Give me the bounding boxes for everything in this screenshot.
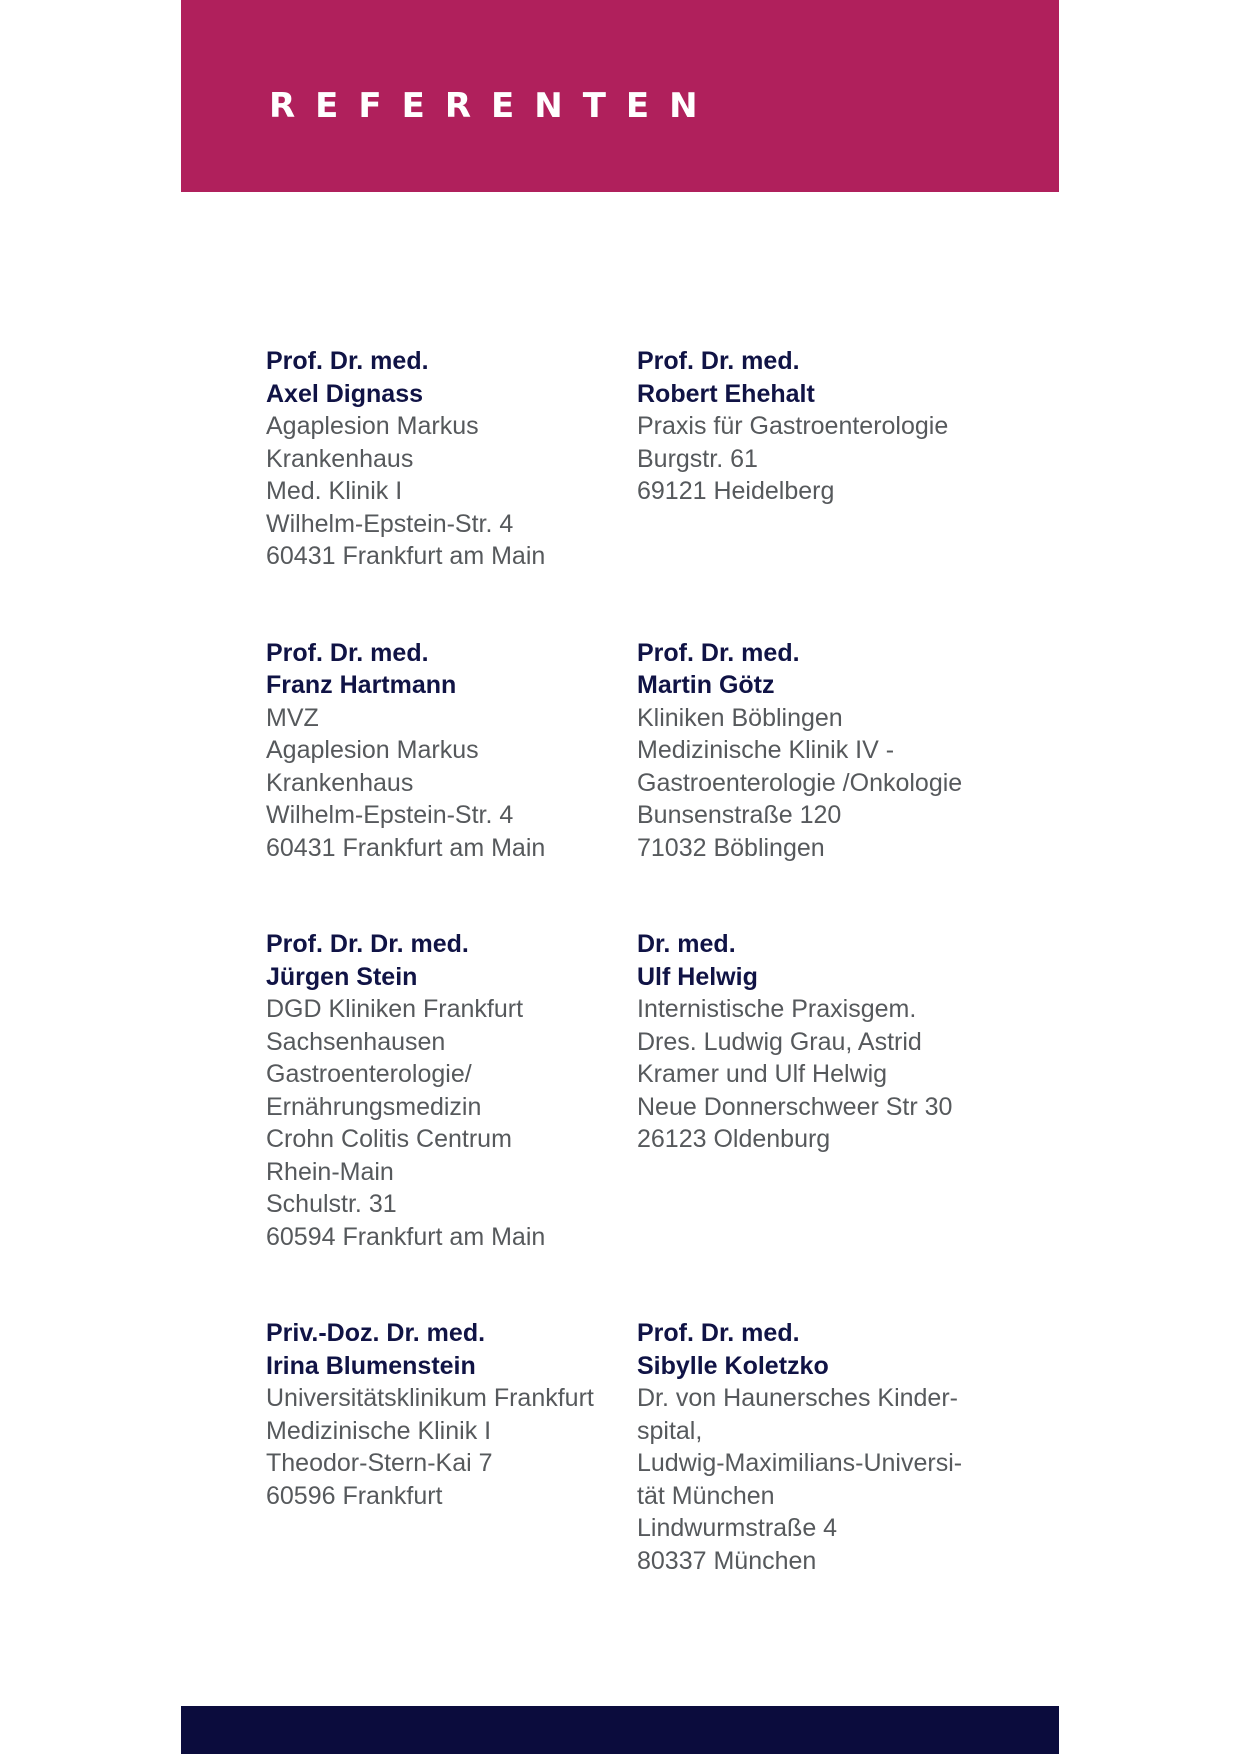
speaker-dignass bbox=[266, 345, 637, 573]
speaker-title: Prof. Dr. med. bbox=[637, 638, 800, 667]
address-line: Praxis für Gastroenterologie bbox=[637, 412, 949, 440]
address-line: Wilhelm-Epstein-Str. 4 bbox=[266, 801, 514, 829]
address-line: Wilhelm-Epstein-Str. 4 bbox=[266, 509, 514, 538]
address-line: Universitätsklinikum Frankfurt bbox=[266, 1384, 594, 1412]
address-line: Internistische Praxisgem. bbox=[637, 995, 917, 1023]
speaker-row bbox=[266, 1317, 1006, 1577]
address-line: Kramer und Ulf Helwig bbox=[637, 1060, 888, 1088]
address-line: 60594 Frankfurt am Main bbox=[266, 1222, 546, 1251]
header-band bbox=[181, 0, 1059, 192]
speaker-name: Sibylle Koletzko bbox=[637, 1351, 829, 1380]
address-line: 71032 Böblingen bbox=[637, 833, 825, 862]
address-line: Med. Klinik I bbox=[266, 477, 403, 505]
address-line: Gastroenterologie /Onkologie bbox=[637, 768, 963, 797]
speaker-title: Dr. med. bbox=[637, 930, 736, 958]
address-line: 60431 Frankfurt am Main bbox=[266, 833, 546, 862]
address-line: Ludwig-Maximilians-Universi- bbox=[637, 1449, 963, 1477]
speaker-blumenstein bbox=[266, 1317, 637, 1577]
speaker-row bbox=[266, 637, 1006, 865]
address-line: Neue Donnerschweer Str 30 bbox=[637, 1092, 953, 1121]
speaker-name: Robert Ehehalt bbox=[637, 379, 815, 408]
address-line: tät München bbox=[637, 1481, 775, 1510]
speaker-helwig bbox=[637, 928, 1006, 1253]
address-line: Krankenhaus bbox=[266, 444, 414, 473]
address-line: Burgstr. 61 bbox=[637, 444, 758, 473]
speaker-name: Axel Dignass bbox=[266, 379, 424, 408]
address-line: Theodor-Stern-Kai 7 bbox=[266, 1449, 493, 1477]
address-line: Schulstr. 31 bbox=[266, 1190, 397, 1218]
speaker-name: Jürgen Stein bbox=[266, 962, 418, 991]
speaker-title: Prof. Dr. med. bbox=[266, 638, 429, 667]
address-line: Agaplesion Markus bbox=[266, 412, 479, 440]
page-title: REFERENTEN bbox=[269, 86, 718, 126]
speaker-ehehalt bbox=[637, 345, 1006, 573]
address-line: Crohn Colitis Centrum bbox=[266, 1125, 512, 1153]
address-line: 60431 Frankfurt am Main bbox=[266, 542, 546, 570]
speaker-name: Martin Götz bbox=[637, 671, 775, 699]
speaker-title: Prof. Dr. Dr. med. bbox=[266, 930, 469, 958]
speaker-title: Prof. Dr. med. bbox=[637, 1319, 800, 1347]
address-line: Krankenhaus bbox=[266, 768, 414, 797]
speaker-name: Ulf Helwig bbox=[637, 962, 758, 991]
address-line: 80337 München bbox=[637, 1546, 817, 1575]
address-line: Dres. Ludwig Grau, Astrid bbox=[637, 1027, 922, 1056]
address-line: Lindwurmstraße 4 bbox=[637, 1514, 838, 1542]
address-line: DGD Kliniken Frankfurt bbox=[266, 995, 524, 1023]
speaker-stein bbox=[266, 928, 637, 1253]
address-line: 60596 Frankfurt bbox=[266, 1481, 443, 1510]
speaker-row bbox=[266, 345, 1006, 573]
speaker-name: Franz Hartmann bbox=[266, 671, 457, 699]
address-line: spital, bbox=[637, 1416, 703, 1445]
speaker-title: Prof. Dr. med. bbox=[637, 347, 800, 375]
address-line: Gastroenterologie/ bbox=[266, 1060, 472, 1088]
speaker-title: Prof. Dr. med. bbox=[266, 347, 429, 375]
address-line: Kliniken Böblingen bbox=[637, 703, 843, 732]
address-line: Dr. von Haunersches Kinder- bbox=[637, 1384, 958, 1412]
speaker-koletzko bbox=[637, 1317, 1006, 1577]
address-line: Rhein-Main bbox=[266, 1157, 394, 1186]
address-line: 26123 Oldenburg bbox=[637, 1125, 831, 1153]
speaker-row bbox=[266, 928, 1006, 1253]
footer-band bbox=[181, 1706, 1059, 1754]
address-line: Ernährungsmedizin bbox=[266, 1092, 482, 1121]
speaker-list bbox=[266, 345, 1006, 1641]
speaker-hartmann bbox=[266, 637, 637, 865]
address-line: Agaplesion Markus bbox=[266, 736, 479, 764]
address-line: Medizinische Klinik IV - bbox=[637, 736, 895, 764]
address-line: Medizinische Klinik I bbox=[266, 1416, 492, 1445]
address-line: Bunsenstraße 120 bbox=[637, 801, 842, 829]
address-line: 69121 Heidelberg bbox=[637, 477, 835, 505]
address-line: MVZ bbox=[266, 703, 319, 732]
speaker-title: Priv.-Doz. Dr. med. bbox=[266, 1319, 486, 1347]
address-line: Sachsenhausen bbox=[266, 1027, 446, 1056]
speaker-goetz bbox=[637, 637, 1006, 865]
speaker-name: Irina Blumenstein bbox=[266, 1351, 476, 1380]
